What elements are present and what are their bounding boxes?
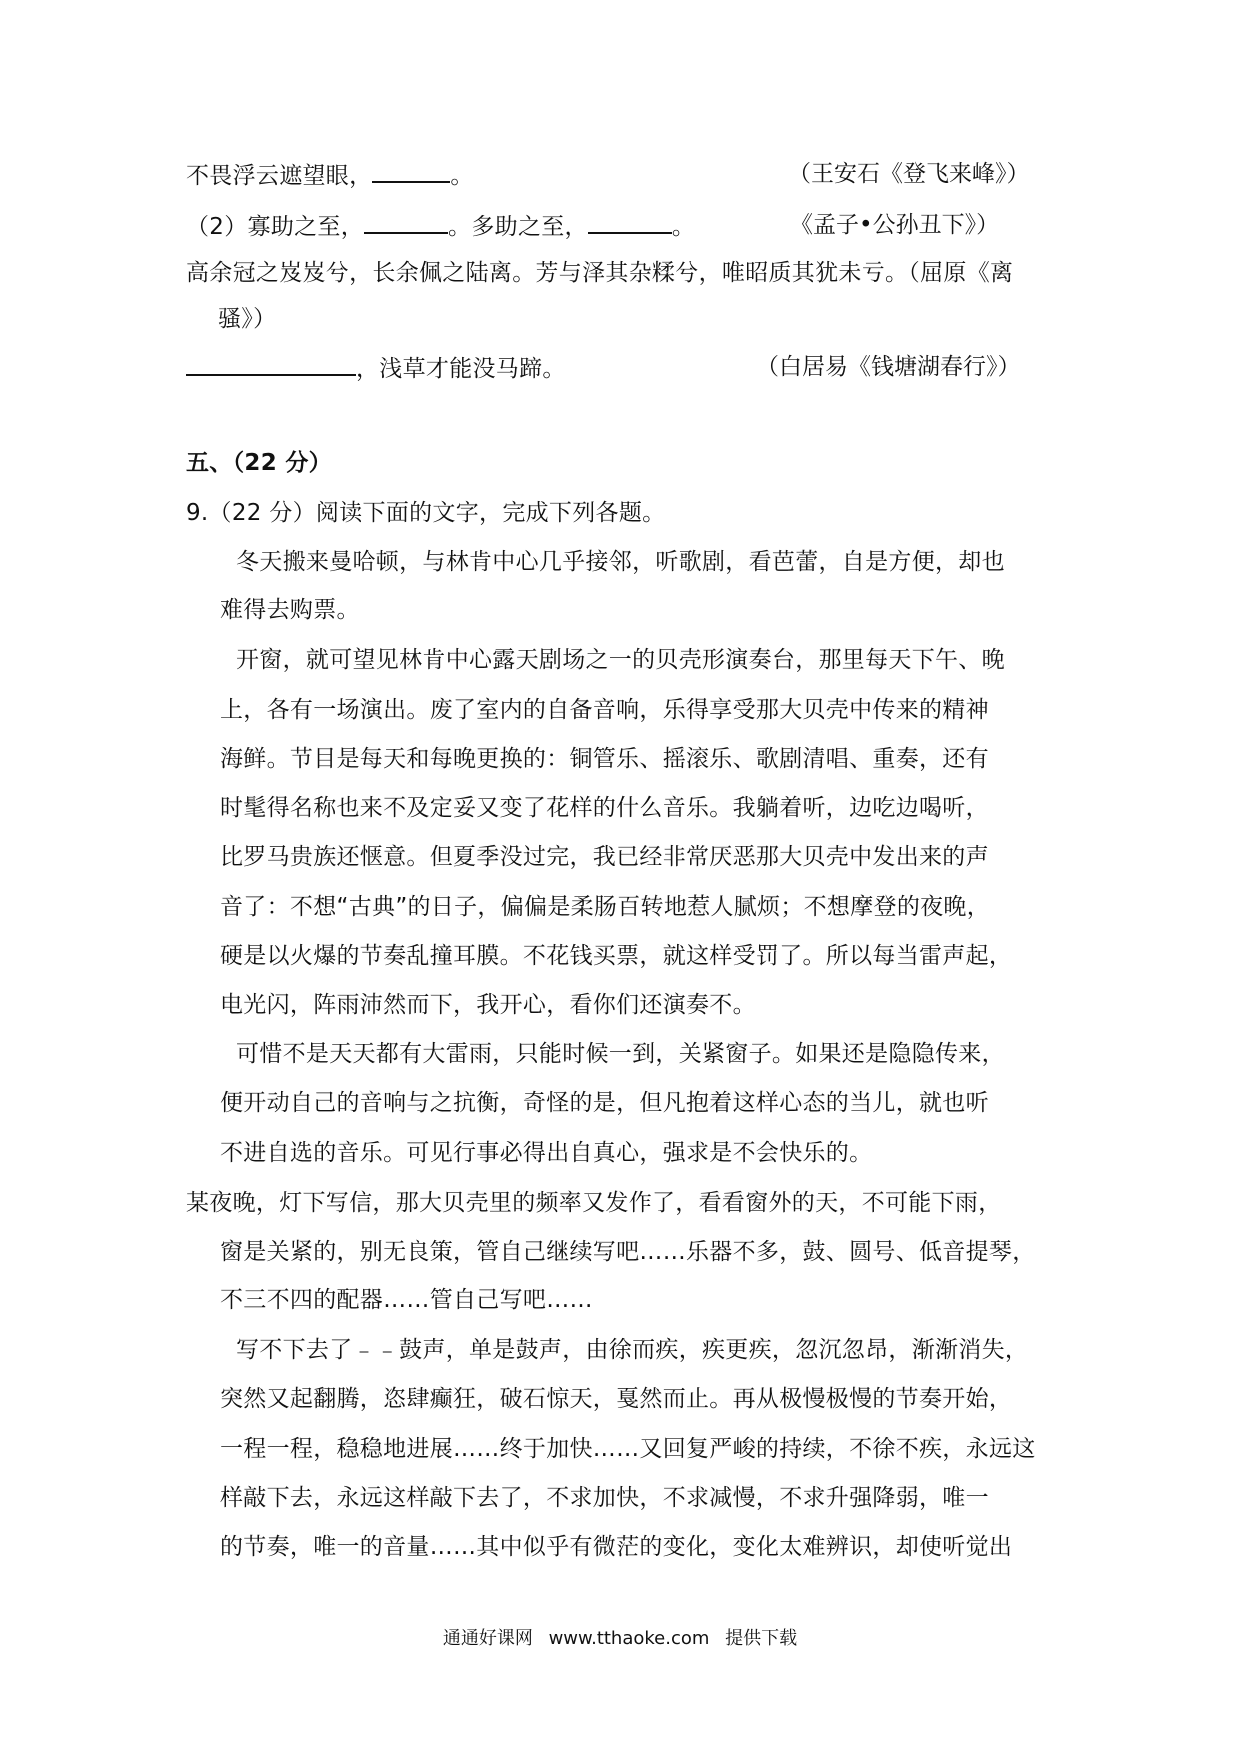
footer-site-name: 通通好课网 <box>442 1628 533 1649</box>
answer-blank[interactable] <box>372 159 450 183</box>
passage-line: 便开动自己的音响与之抗衡，奇怪的是，但凡抱着这样心态的当儿，就也听 <box>220 1090 989 1116</box>
passage-line: 难得去购票。 <box>220 597 360 623</box>
passage-line: 海鲜。节目是每天和每晚更换的：铜管乐、摇滚乐、歌剧清唱、重奏，还有 <box>220 746 989 772</box>
passage-line: 的节奏，唯一的音量……其中似乎有微茫的变化，变化太难辨识，却使听觉出 <box>220 1534 1013 1560</box>
poem-line-2-end: 。 <box>671 214 696 240</box>
passage-line: 开窗，就可望见林肯中心露天剧场之一的贝壳形演奏台，那里每天下午、晚 <box>236 647 1005 673</box>
page-footer <box>0 1627 1240 1651</box>
passage-line: 可惜不是天天都有大雷雨，只能时候一到，关紧窗子。如果还是隐隐传来， <box>236 1041 1005 1067</box>
poem-line-2 <box>186 210 695 242</box>
poem-line-1 <box>186 159 474 191</box>
passage-line: 冬天搬来曼哈顿，与林肯中心几乎接邻，听歌剧，看芭蕾，自是方便，却也 <box>236 549 1005 575</box>
passage-line: 时髦得名称也来不及定妥又变了花样的什么音乐。我躺着听，边吃边喝听， <box>220 795 989 821</box>
passage-line: 不三不四的配器……管自己写吧…… <box>220 1287 593 1313</box>
passage-line: 某夜晚，灯下写信，那大贝壳里的频率又发作了，看看窗外的天，不可能下雨， <box>186 1190 1002 1216</box>
passage-line: 上，各有一场演出。废了室内的自备音响，乐得享受那大贝壳中传来的精神 <box>220 697 989 723</box>
poem-line-1-text: 不畏浮云遮望眼， <box>186 163 373 189</box>
passage-line: 一程一程，稳稳地进展……终于加快……又回复严峻的持续，不徐不疾，永远这 <box>220 1436 1036 1462</box>
passage-line: 不进自选的音乐。可见行事必得出自真心，强求是不会快乐的。 <box>220 1140 873 1166</box>
poem-line-4 <box>186 352 566 384</box>
passage-line: 比罗马贵族还惬意。但夏季没过完，我已经非常厌恶那大贝壳中发出来的声 <box>220 844 989 870</box>
poem-source-1: （王安石《登飞来峰》） <box>788 161 1030 187</box>
answer-blank[interactable] <box>186 352 356 376</box>
passage-line: 写不下去了﹣﹣鼓声，单是鼓声，由徐而疾，疾更疾，忽沉忽昂，渐渐消失， <box>236 1337 1029 1363</box>
poem-line-4-text: ，浅草才能没马蹄。 <box>356 356 566 382</box>
passage-line: 音了：不想“古典”的日子，偏偏是柔肠百转地惹人腻烦；不想摩登的夜晚， <box>220 894 991 920</box>
poem-line-2-mid: 。多助之至， <box>448 214 588 240</box>
passage-line: 硬是以火爆的节奏乱撞耳膜。不花钱买票，就这样受罚了。所以每当雷声起， <box>220 943 1013 969</box>
answer-blank[interactable] <box>364 210 448 234</box>
passage-line: 窗是关紧的，别无良策，管自己继续写吧……乐器不多，鼓、圆号、低音提琴， <box>220 1239 1036 1265</box>
section-title: 五、（22 分） <box>186 450 332 476</box>
poem-line-2-prefix: （2）寡助之至， <box>186 214 365 240</box>
question-prompt: 9.（22 分）阅读下面的文字，完成下列各题。 <box>186 500 666 526</box>
poem-line-3b: 骚》） <box>218 306 277 332</box>
poem-source-2: 《孟子•公孙丑下》） <box>790 212 1000 238</box>
poem-line-1-end: 。 <box>450 163 474 189</box>
poem-source-4: （白居易《钱塘湖春行》） <box>756 354 1021 380</box>
passage-line: 样敲下去，永远这样敲下去了，不求加快，不求减慢，不求升强降弱，唯一 <box>220 1485 989 1511</box>
poem-line-3a: 高余冠之岌岌兮，长余佩之陆离。芳与泽其杂糅兮，唯昭质其犹未亏。（屈原《离 <box>186 260 1014 286</box>
footer-url[interactable]: www.tthaoke.com <box>548 1628 710 1649</box>
footer-note: 提供下载 <box>725 1628 798 1649</box>
passage-line: 电光闪，阵雨沛然而下，我开心，看你们还演奏不。 <box>220 992 756 1018</box>
passage-line: 突然又起翻腾，恣肆癫狂，破石惊天，戛然而止。再从极慢极慢的节奏开始， <box>220 1386 1013 1412</box>
answer-blank[interactable] <box>588 210 672 234</box>
